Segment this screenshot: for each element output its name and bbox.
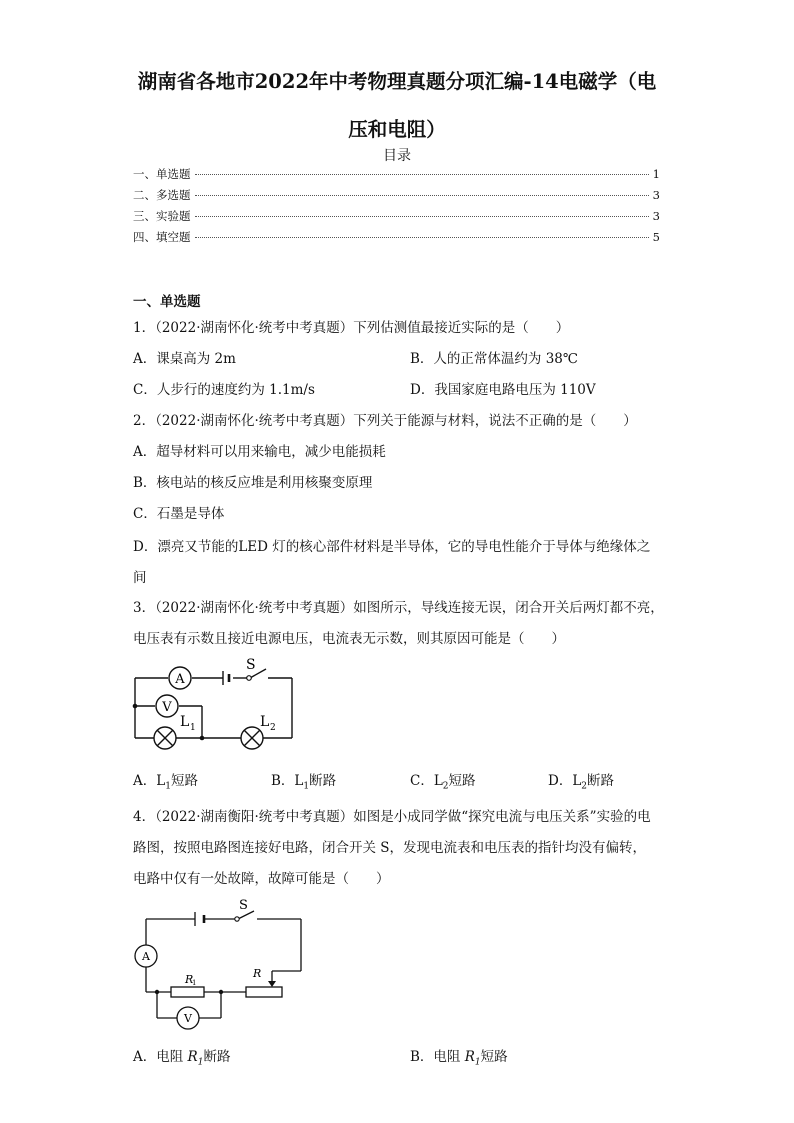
section-heading-single-choice: 一、单选题 <box>133 294 201 310</box>
q4-option-a: A．电阻 $R_1$断路 <box>133 1049 231 1068</box>
toc-item[interactable] <box>133 187 660 203</box>
toc-leader <box>195 216 649 217</box>
q3-option-b: B．$L_1$断路 <box>271 773 337 792</box>
toc-item-page: 5 <box>652 230 660 244</box>
q2-option-a: A．超导材料可以用来输电，减少电能损耗 <box>133 444 386 460</box>
q4-switch-label: S <box>239 898 248 913</box>
q1-stem: 1．（2022·湖南怀化·统考中考真题）下列估测值最接近实际的是（ ） <box>133 320 570 336</box>
toc-item[interactable] <box>133 166 660 182</box>
q1-option-a: A．课桌高为 2m <box>133 351 236 367</box>
q3-stem-line1: 3．（2022·湖南怀化·统考中考真题）如图所示，导线连接无误，闭合开关后两灯都不亮， <box>133 600 664 616</box>
q4-circuit-diagram <box>125 895 310 1035</box>
toc-item[interactable] <box>133 208 660 224</box>
q4-stem-line2: 路图，按照电路图连接好电路，闭合开关 S，发现电流表和电压表的指针均没有偏转， <box>133 840 647 856</box>
q4-r-label: R <box>253 967 262 980</box>
toc-leader <box>195 195 649 196</box>
q4-stem-line3: 电路中仅有一处故障，故障可能是（ ） <box>133 871 390 887</box>
title-line-1: 湖南省各地市2022年中考物理真题分项汇编-14电磁学（电 <box>137 70 657 93</box>
document-title <box>100 58 694 154</box>
q2-option-d-line1: D．漂亮又节能的LED 灯的核心部件材料是半导体，它的导电性能介于导体与绝缘体之 <box>133 539 651 555</box>
q3-ammeter-label: A <box>175 672 185 687</box>
toc-leader <box>195 237 649 238</box>
q1-option-d: D．我国家庭电路电压为 110V <box>410 382 596 398</box>
toc-leader <box>195 174 649 175</box>
q3-option-d: D．$L_2$断路 <box>548 773 615 792</box>
q2-option-c: C．石墨是导体 <box>133 506 225 522</box>
toc-item-page: 3 <box>652 209 660 223</box>
toc-item-label: 一、单选题 <box>133 167 191 181</box>
toc-item-label: 三、实验题 <box>133 209 191 223</box>
q3-circuit-diagram <box>120 652 310 752</box>
toc-item-page: 1 <box>652 167 660 181</box>
q1-option-c: C．人步行的速度约为 1.1m/s <box>133 382 315 398</box>
toc-item[interactable] <box>133 229 660 245</box>
q3-lamp2-subscript: 2 <box>270 723 276 733</box>
q2-option-d-line2: 间 <box>133 570 147 586</box>
q3-switch-label: S <box>246 657 256 673</box>
q4-r1-subscript: 1 <box>192 979 197 987</box>
q2-option-b: B．核电站的核反应堆是利用核聚变原理 <box>133 475 373 491</box>
q4-stem-line1: 4．（2022·湖南衡阳·统考中考真题）如图是小成同学做“探究电流与电压关系”实验的电 <box>133 809 651 825</box>
q3-voltmeter-label: V <box>162 700 172 715</box>
q4-option-b: B．电阻 $R_1$短路 <box>410 1049 508 1068</box>
toc-item-page: 3 <box>652 188 660 202</box>
q3-option-c: C．$L_2$短路 <box>410 773 476 792</box>
q4-ammeter-label: A <box>142 950 150 963</box>
q3-lamp1-label: L <box>180 714 190 730</box>
q4-voltmeter-label: V <box>184 1012 192 1025</box>
toc-heading: 目录 <box>383 148 411 164</box>
toc-item-label: 四、填空题 <box>133 230 191 244</box>
q1-option-b: B．人的正常体温约为 38℃ <box>410 351 578 367</box>
q3-lamp1-subscript: 1 <box>190 723 196 733</box>
q2-stem: 2．（2022·湖南怀化·统考中考真题）下列关于能源与材料，说法不正确的是（ ） <box>133 413 637 429</box>
title-line-2: 压和电阻） <box>348 118 446 141</box>
q3-stem-line2: 电压表有示数且接近电源电压，电流表无示数，则其原因可能是（ ） <box>133 631 565 647</box>
q3-lamp2-label: L <box>260 714 270 730</box>
q3-option-a: A．$L_1$短路 <box>133 773 198 792</box>
q4-r1-label: R <box>185 973 194 986</box>
toc-item-label: 二、多选题 <box>133 188 191 202</box>
